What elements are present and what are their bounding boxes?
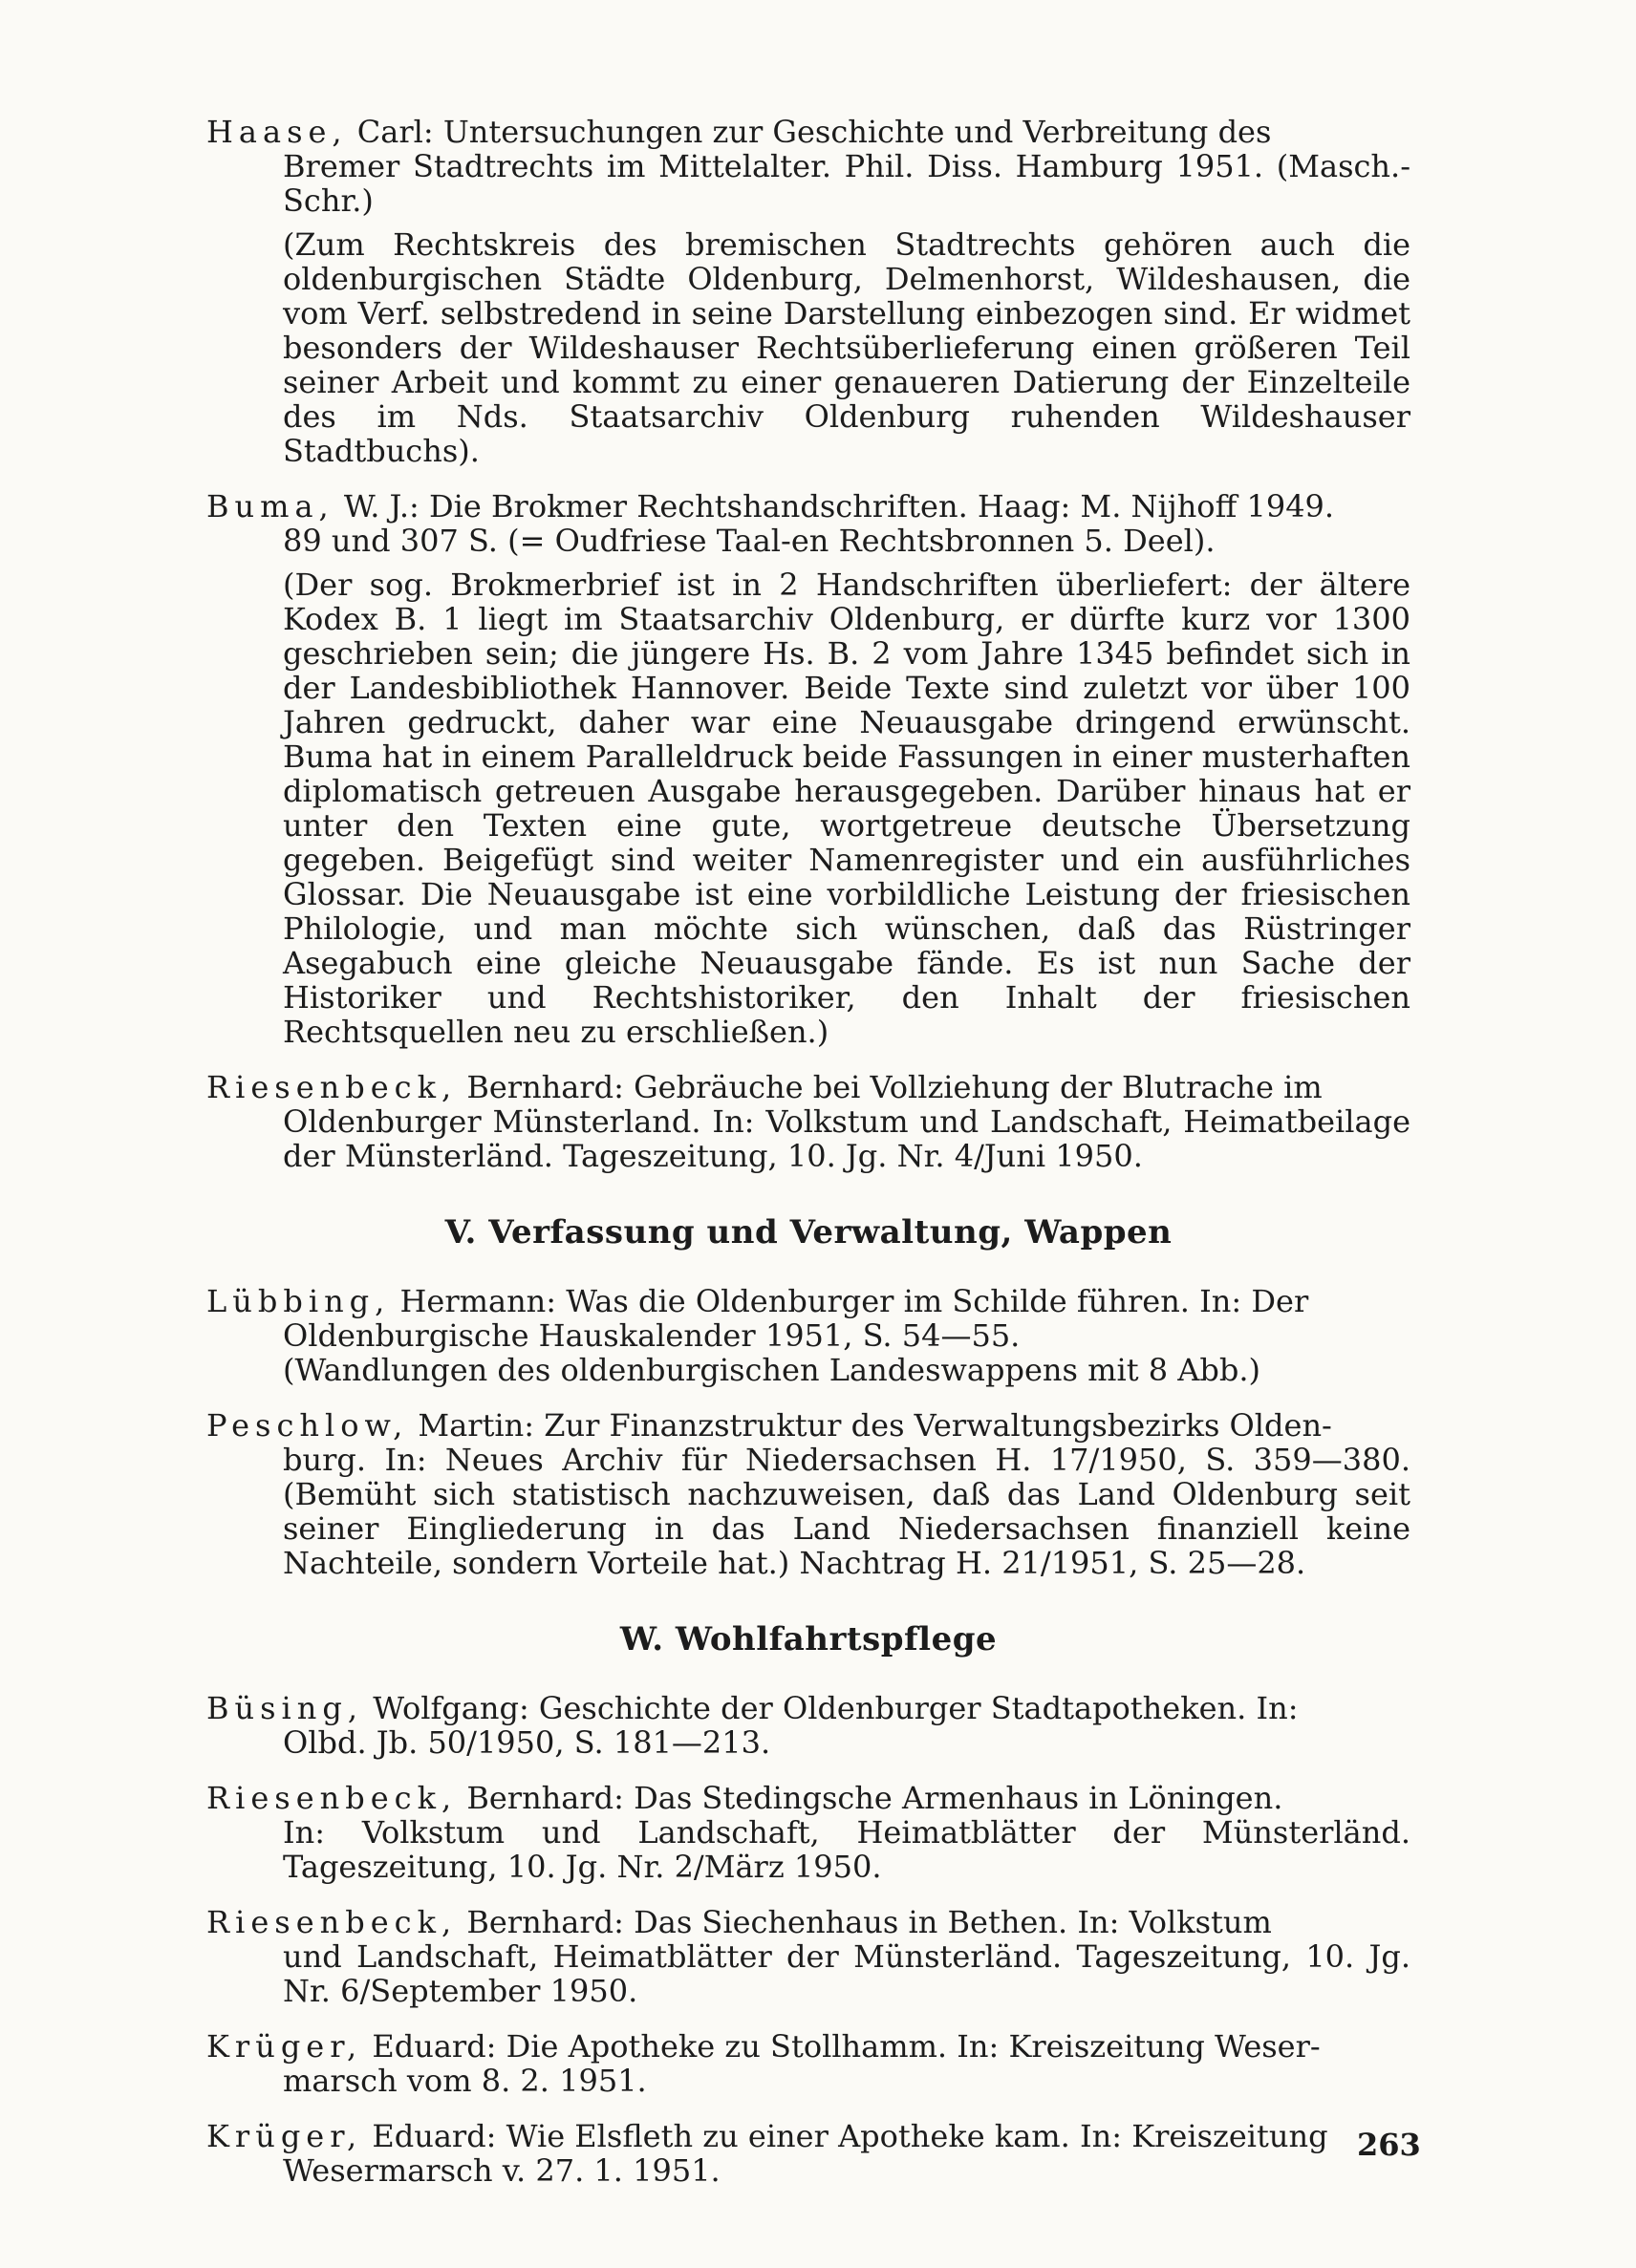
page-number: 263 [1357, 2127, 1421, 2163]
entry-title: Bernhard: Das Siechenhaus in Bethen. In: Volkstum [457, 1904, 1272, 1940]
entry-author: Krüger, [206, 2118, 363, 2154]
entry-continuation: Oldenburgische Hauskalender 1951, S. 54—55. [283, 1317, 1021, 1354]
entry-headline [206, 489, 1410, 524]
entry-title: Hermann: Was die Oldenburger im Schilde führen. In: Der [390, 1283, 1309, 1319]
entry-author: Buma, [206, 488, 334, 524]
entry-author: Büsing, [206, 1690, 364, 1726]
entry-author: Riesenbeck, [206, 1780, 458, 1816]
entry-headline [206, 2119, 1410, 2153]
bib-entry-buma [206, 489, 1410, 1049]
entry-author: Riesenbeck, [206, 1904, 458, 1940]
entry-title: Wolfgang: Geschichte der Oldenburger Stadtapotheken. In: [363, 1690, 1299, 1726]
entry-headline [206, 1070, 1410, 1104]
entry-author: Peschlow, [206, 1407, 409, 1444]
entry-title: Bernhard: Gebräuche bei Vollziehung der Blutrache im [457, 1069, 1323, 1105]
entry-headline [206, 115, 1410, 149]
bib-entry-riesenbeck-siechenhaus [206, 1905, 1410, 2008]
bib-entry-buesing [206, 1691, 1410, 1760]
entry-headline [206, 2029, 1410, 2064]
entry-continuation: Oldenburger Münsterland. In: Volkstum und Landschaft, Heimatbeilage der Münsterländ. Tageszeitung, 10. Jg. Nr. 4/Juni 1950. [283, 1103, 1410, 1174]
entry-continuation: marsch vom 8. 2. 1951. [283, 2063, 647, 2099]
entry-continuation: In: Volkstum und Landschaft, Heimatblätter der Münsterländ. Tageszeitung, 10. Jg. Nr. 2/März 1950. [283, 1814, 1410, 1885]
bib-entry-krueger-stollhamm [206, 2029, 1410, 2098]
entry-continuation: Wesermarsch v. 27. 1. 1951. [283, 2152, 721, 2189]
entry-continuation: und Landschaft, Heimatblätter der Münsterländ. Tageszeitung, 10. Jg. Nr. 6/September 1950. [283, 1938, 1410, 2009]
entry-headline [206, 1905, 1410, 1939]
bib-entry-luebbing [206, 1284, 1410, 1387]
bib-entry-riesenbeck-blutrache [206, 1070, 1410, 1173]
entry-headline [206, 1408, 1410, 1443]
entry-continuation: burg. In: Neues Archiv für Niedersachsen H. 17/1950, S. 359—380. (Bemüht sich statistisch nachzuweisen, daß das Land Oldenburg seit seiner Eingliederung in das Land Niedersachsen finanziell keine Nachteile, sondern Vorteile hat.) Nachtrag H. 21/1951, S. 25—28. [283, 1442, 1410, 1581]
bibliography-content [206, 115, 1410, 2209]
entry-author: Riesenbeck, [206, 1069, 458, 1105]
entry-annotation: (Wandlungen des oldenburgischen Landeswappens mit 8 Abb.) [283, 1352, 1260, 1388]
entry-continuation: 89 und 307 S. (= Oudfriese Taal-en Rechtsbronnen 5. Deel). [283, 523, 1216, 559]
section-heading-w: W. Wohlfahrtspflege [619, 1620, 998, 1658]
entry-continuation: Olbd. Jb. 50/1950, S. 181—213. [283, 1724, 771, 1761]
entry-title: Eduard: Wie Elsfleth zu einer Apotheke kam. In: Kreiszeitung [362, 2118, 1328, 2154]
section-heading-v: V. Verfassung und Verwaltung, Wappen [444, 1213, 1173, 1252]
bib-entry-riesenbeck-armenhaus [206, 1781, 1410, 1884]
entry-headline [206, 1284, 1410, 1318]
entry-title: Martin: Zur Finanzstruktur des Verwaltungsbezirks Olden- [408, 1407, 1332, 1444]
entry-headline [206, 1781, 1410, 1815]
entry-title: Bernhard: Das Stedingsche Armenhaus in Löningen. [457, 1780, 1283, 1816]
entry-annotation: (Zum Rechtskreis des bremischen Stadtrechts gehören auch die oldenburgischen Städte Oldenburg, Delmenhorst, Wildeshausen, die vom Verf. selbstredend in seine Darstellung einbezogen sind. Er widmet besonders der Wildeshauser Rechtsüberlieferung einen größeren Teil seiner Arbeit und kommt zu einer genaueren Datierung der Einzelteile des im Nds. Staatsarchiv Oldenburg ruhenden Wildeshauser Stadtbuchs). [283, 226, 1410, 469]
bib-entry-peschlow [206, 1408, 1410, 1580]
bib-entry-krueger-elsfleth [206, 2119, 1410, 2188]
entry-title: W. J.: Die Brokmer Rechtshandschriften. Haag: M. Nijhoff 1949. [334, 488, 1335, 524]
entry-author: Lübbing, [206, 1283, 391, 1319]
entry-title: Eduard: Die Apotheke zu Stollhamm. In: Kreiszeitung Weser- [362, 2028, 1321, 2065]
entry-headline [206, 1691, 1410, 1725]
entry-author: Krüger, [206, 2028, 363, 2065]
entry-continuation: Bremer Stadtrechts im Mittelalter. Phil. Diss. Hamburg 1951. (Masch.-Schr.) [283, 148, 1410, 219]
entry-title: Carl: Untersuchungen zur Geschichte und Verbreitung des [347, 114, 1272, 150]
bib-entry-haase [206, 115, 1410, 468]
entry-author: Haase, [206, 114, 348, 150]
entry-annotation: (Der sog. Brokmerbrief ist in 2 Handschriften überliefert: der ältere Kodex B. 1 liegt im Staatsarchiv Oldenburg, er dürfte kurz vor 1300 geschrieben sein; die jüngere Hs. B. 2 vom Jahre 1345 befindet sich in der Landesbibliothek Hannover. Beide Texte sind zuletzt vor über 100 Jahren gedruckt, daher war eine Neuausgabe dringend erwünscht. Buma hat in einem Paralleldruck beide Fassungen in einer musterhaften diplomatisch getreuen Ausgabe herausgegeben. Darüber hinaus hat er unter den Texten eine gute, wortgetreue deutsche Übersetzung gegeben. Beigefügt sind weiter Namenregister und ein ausführliches Glossar. Die Neuausgabe ist eine vorbildliche Leistung der friesischen Philologie, und man möchte sich wünschen, daß das Rüstringer Asegabuch eine gleiche Neuausgabe fände. Es ist nun Sache der Historiker und Rechtshistoriker, den Inhalt der friesischen Rechtsquellen neu zu erschließen.) [283, 567, 1410, 1050]
